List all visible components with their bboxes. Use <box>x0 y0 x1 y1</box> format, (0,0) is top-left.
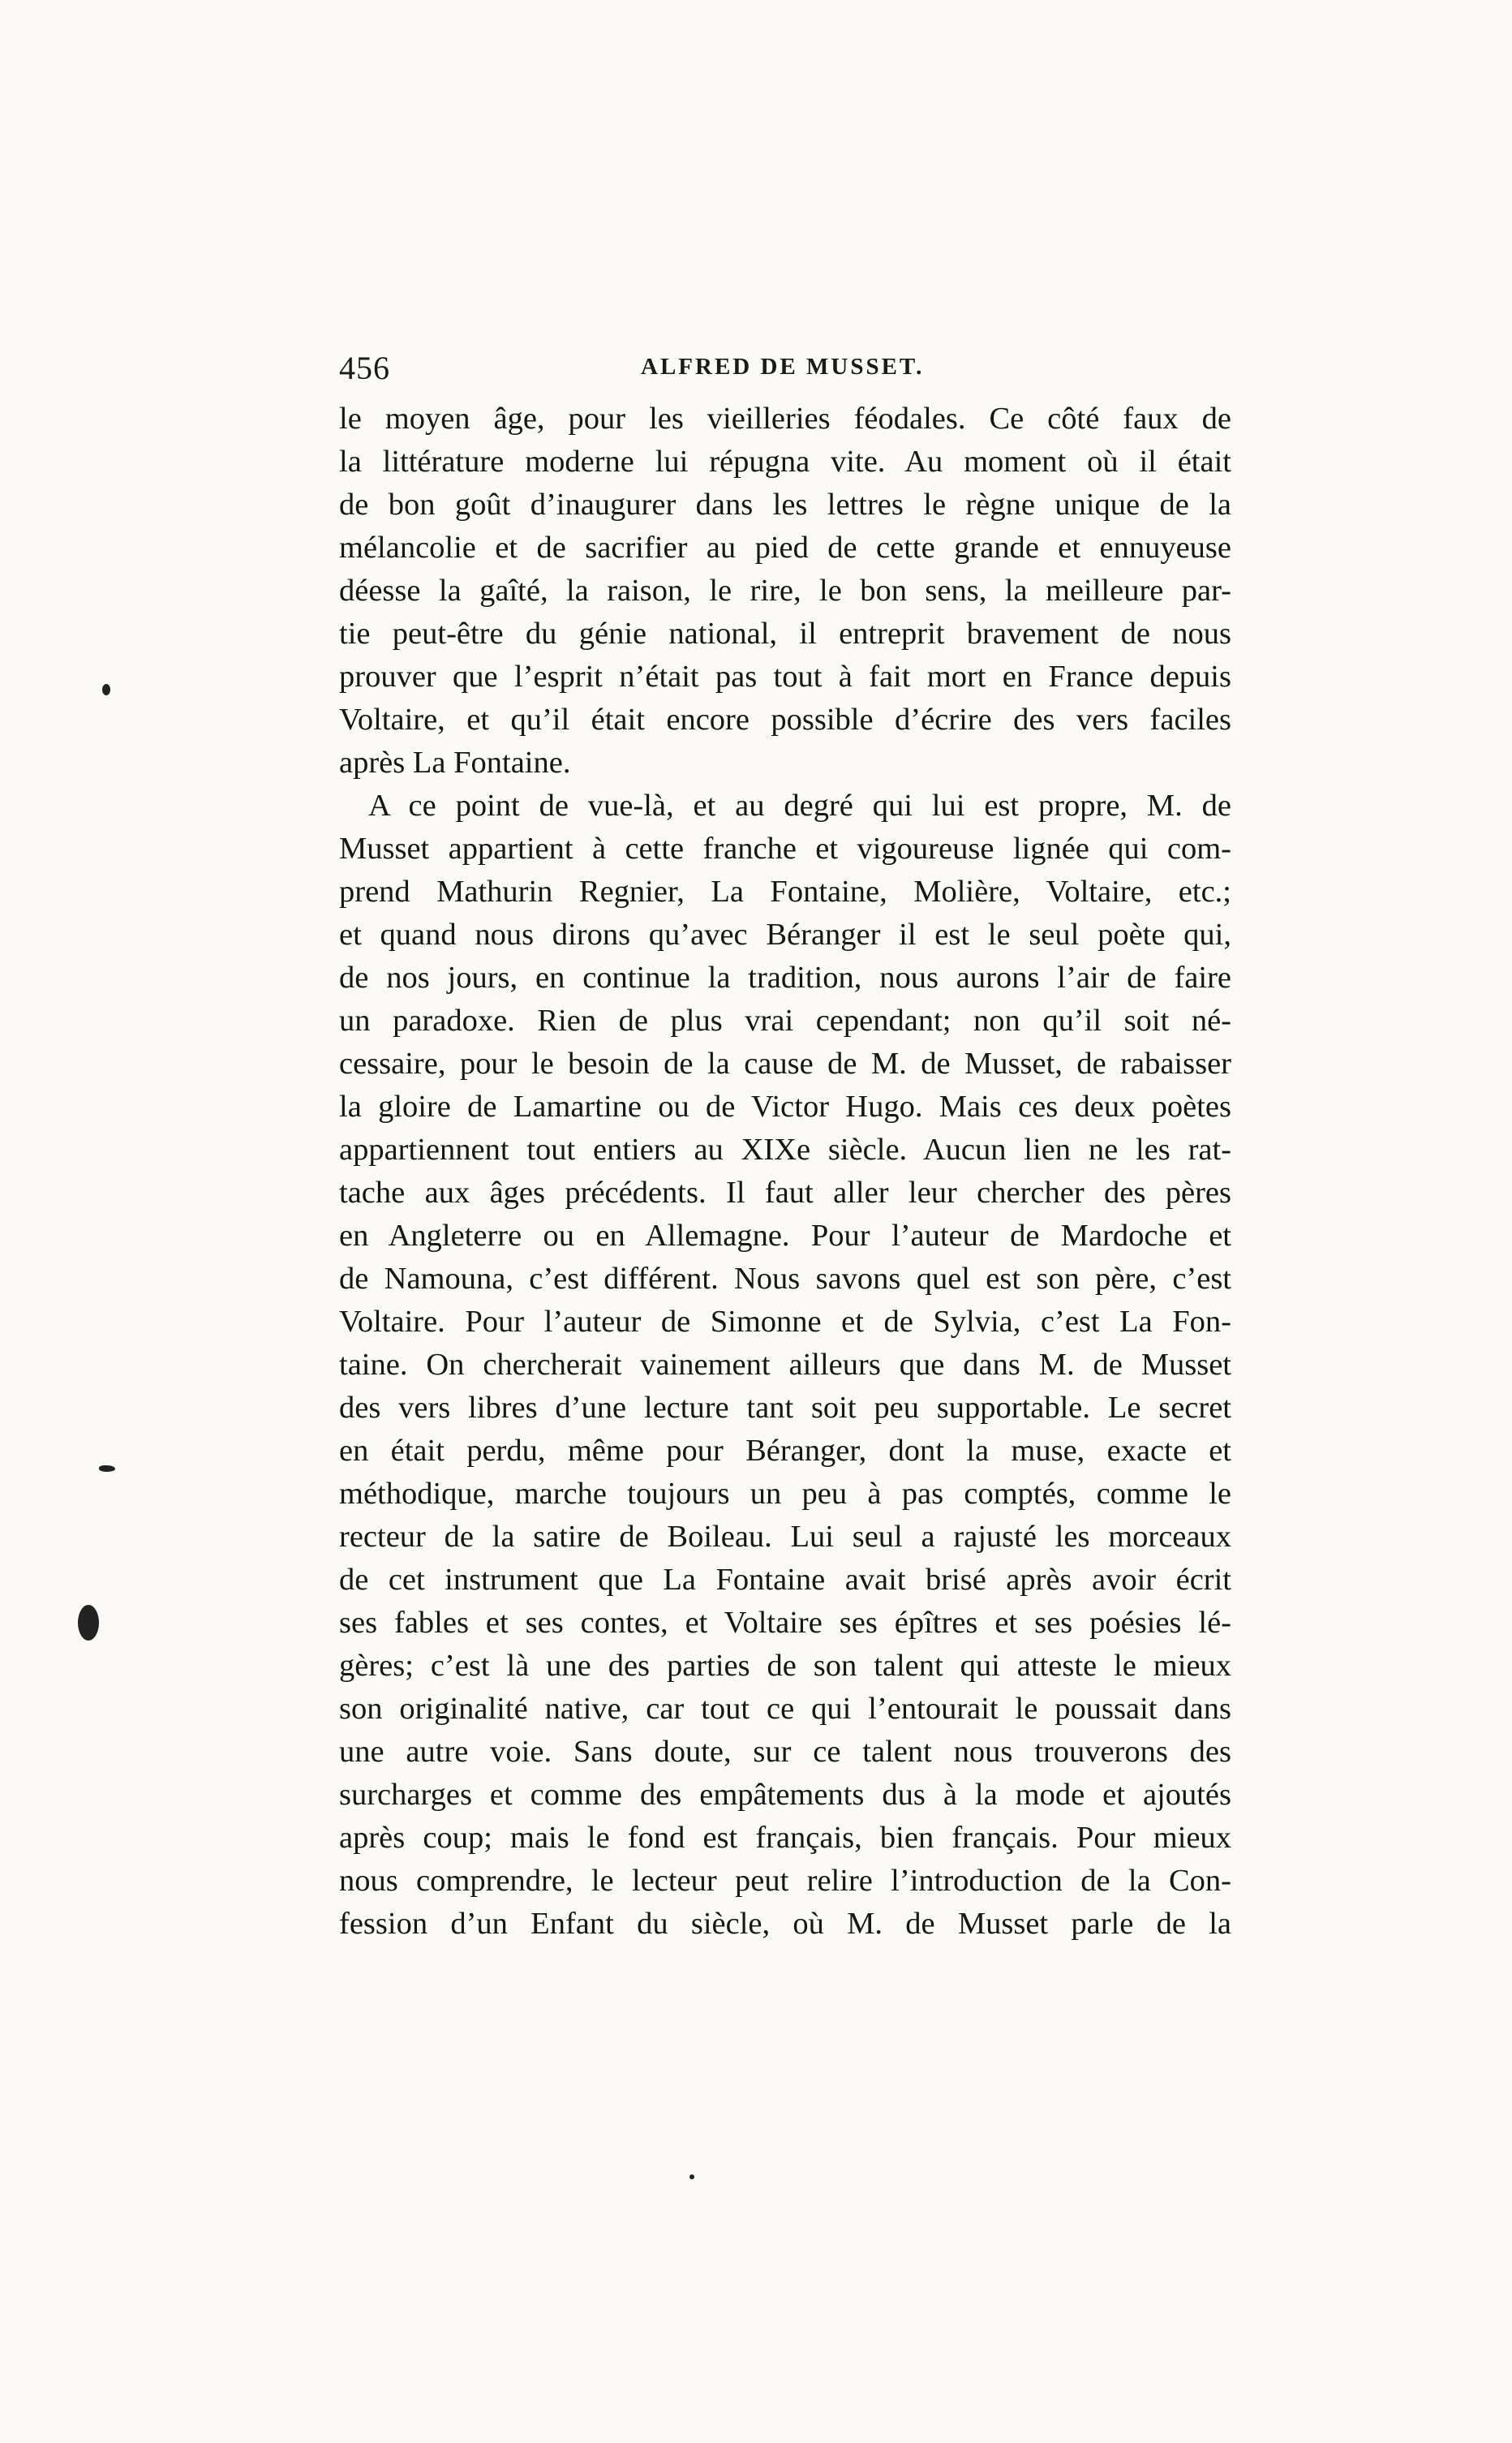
paragraph-1 <box>339 398 1231 785</box>
text-line: prend Mathurin Regnier, La Fontaine, Molière, Voltaire, etc.; <box>339 875 1231 909</box>
page-header <box>339 349 1231 394</box>
ink-blot <box>78 1605 99 1641</box>
text-line: Musset appartient à cette franche et vigoureuse lignée qui com- <box>339 832 1231 866</box>
text-line: A ce point de vue-là, et au degré qui lui est propre, M. de <box>368 789 1231 823</box>
ink-speck <box>99 1465 115 1472</box>
text-line: de nos jours, en continue la tradition, nous aurons l’air de faire <box>339 961 1231 995</box>
text-line: prouver que l’esprit n’était pas tout à fait mort en France depuis <box>339 660 1231 694</box>
text-line: ses fables et ses contes, et Voltaire ses épîtres et ses poésies lé- <box>339 1606 1231 1640</box>
text-line: des vers libres d’une lecture tant soit peu supportable. Le secret <box>339 1391 1231 1425</box>
text-line: le moyen âge, pour les vieilleries féodales. Ce côté faux de <box>339 402 1231 436</box>
text-line: en était perdu, même pour Béranger, dont la muse, exacte et <box>339 1434 1231 1468</box>
text-line: après La Fontaine. <box>339 746 571 780</box>
text-line: un paradoxe. Rien de plus vrai cependant; non qu’il soit né- <box>339 1004 1231 1038</box>
text-line: la littérature moderne lui répugna vite. Au moment où il était <box>339 445 1231 479</box>
text-line: déesse la gaîté, la raison, le rire, le bon sens, la meilleure par- <box>339 574 1231 608</box>
body-text <box>339 398 1231 1946</box>
text-line: Voltaire, et qu’il était encore possible d’écrire des vers faciles <box>339 703 1231 737</box>
text-line: recteur de la satire de Boileau. Lui seul a rajusté les morceaux <box>339 1520 1231 1554</box>
text-line: de cet instrument que La Fontaine avait brisé après avoir écrit <box>339 1563 1231 1597</box>
text-line: une autre voie. Sans doute, sur ce talent nous trouverons des <box>339 1735 1231 1769</box>
page-number: 456 <box>339 350 390 386</box>
text-line: et quand nous dirons qu’avec Béranger il est le seul poète qui, <box>339 918 1231 952</box>
text-line: fession d’un Enfant du siècle, où M. de Musset parle de la <box>339 1907 1231 1941</box>
text-line: cessaire, pour le besoin de la cause de M. de Musset, de rabaisser <box>339 1047 1231 1081</box>
ink-speck <box>689 2174 694 2179</box>
running-title: ALFRED DE MUSSET. <box>641 354 925 380</box>
text-line: mélancolie et de sacrifier au pied de cette grande et ennuyeuse <box>339 531 1231 565</box>
text-line: méthodique, marche toujours un peu à pas comptés, comme le <box>339 1477 1231 1511</box>
text-line: après coup; mais le fond est français, bien français. Pour mieux <box>339 1821 1231 1855</box>
text-line: appartiennent tout entiers au XIXe siècle. Aucun lien ne les rat- <box>339 1133 1231 1167</box>
ink-speck <box>102 684 110 695</box>
text-line: la gloire de Lamartine ou de Victor Hugo. Mais ces deux poètes <box>339 1090 1231 1124</box>
text-line: tache aux âges précédents. Il faut aller leur chercher des pères <box>339 1176 1231 1210</box>
text-line: de Namouna, c’est différent. Nous savons quel est son père, c’est <box>339 1262 1231 1296</box>
text-line: nous comprendre, le lecteur peut relire l’introduction de la Con- <box>339 1864 1231 1898</box>
paragraph-2 <box>339 785 1231 1946</box>
text-line: tie peut-être du génie national, il entreprit bravement de nous <box>339 617 1231 651</box>
text-line: son originalité native, car tout ce qui l’entourait le poussait dans <box>339 1692 1231 1726</box>
text-line: taine. On chercherait vainement ailleurs que dans M. de Musset <box>339 1348 1231 1382</box>
text-line: gères; c’est là une des parties de son talent qui atteste le mieux <box>339 1649 1231 1683</box>
text-line: surcharges et comme des empâtements dus à la mode et ajoutés <box>339 1778 1231 1812</box>
text-line: Voltaire. Pour l’auteur de Simonne et de Sylvia, c’est La Fon- <box>339 1305 1231 1339</box>
text-line: en Angleterre ou en Allemagne. Pour l’auteur de Mardoche et <box>339 1219 1231 1253</box>
text-line: de bon goût d’inaugurer dans les lettres le règne unique de la <box>339 488 1231 522</box>
